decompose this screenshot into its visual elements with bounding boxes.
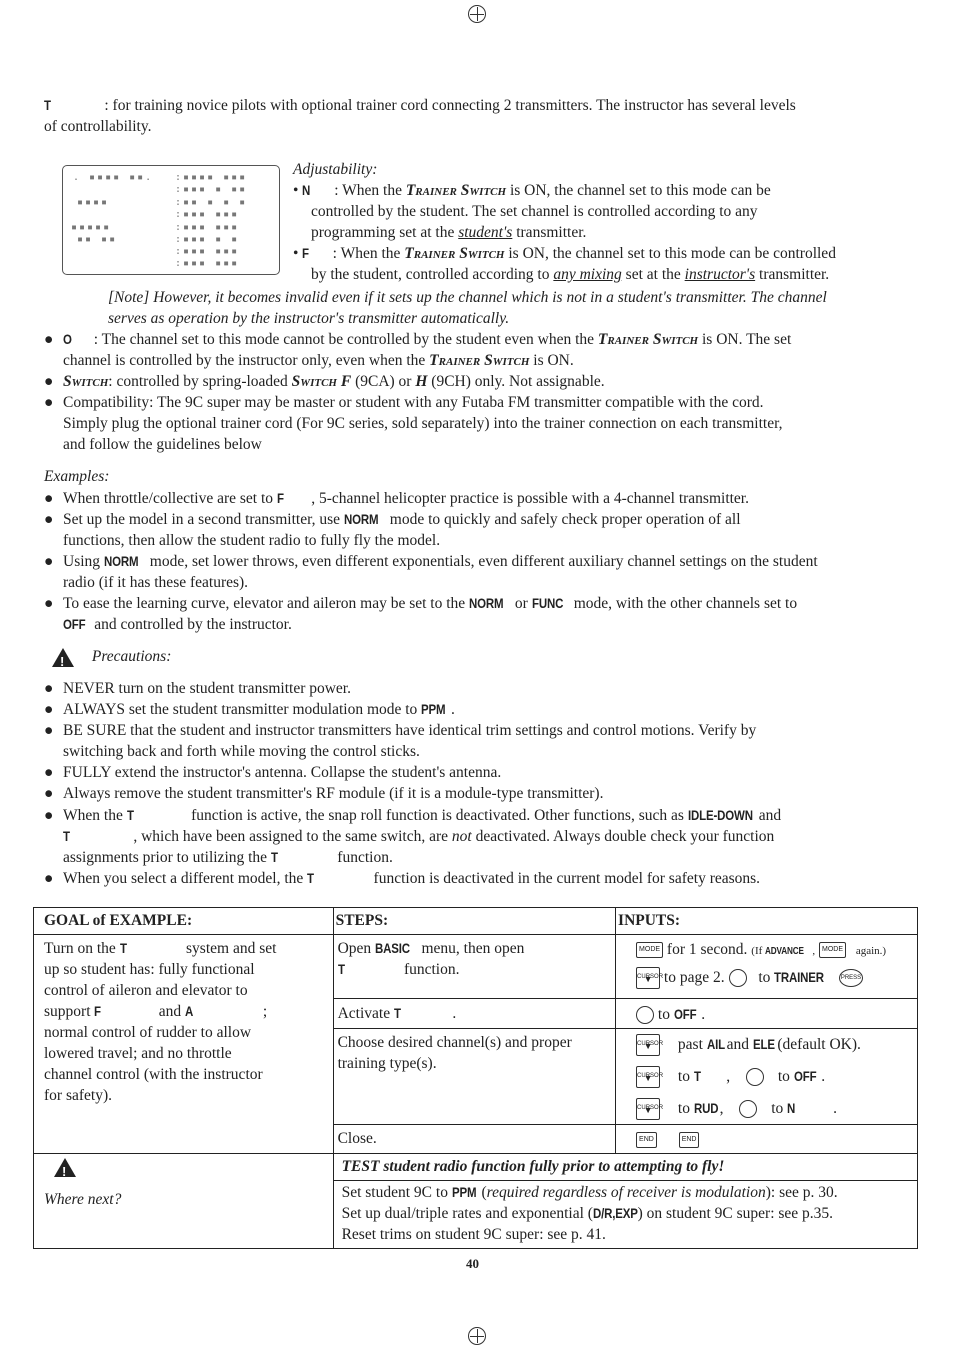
dial-icon[interactable] bbox=[636, 1006, 654, 1024]
cursor-down-key-icon[interactable]: ▼ CURSOR bbox=[636, 967, 660, 989]
example-3: ● Using NORM mode, set lower throws, even different exponentials, even different auxiliary channel settings on the student radio (if it has these features). bbox=[44, 553, 818, 591]
input-open-function: MODE for 1 second. (If ADVANCE , MODE again.) ▼ CURSOR to page 2. to TRAINER PRESS bbox=[616, 935, 918, 999]
where-next-label: Where next? bbox=[34, 1181, 334, 1249]
adjust-note: [Note] However, it becomes invalid even if it sets up the channel which is not in a student's transmitter. The channel serves as operation by the instructor's transmitter automatically. bbox=[108, 289, 827, 327]
step-close: Close. bbox=[333, 1125, 615, 1154]
step-choose-channels: Choose desired channel(s) and proper training type(s). bbox=[333, 1029, 615, 1125]
example-4: ● To ease the learning curve, elevator and aileron may be set to the NORM or FUNC mode, with the other channels set to OFF and controlled by the instructor. bbox=[44, 595, 798, 633]
precaution-7: ● When you select a different model, the T function is deactivated in the current model for safety reasons. bbox=[44, 870, 761, 887]
precautions-header: ! Precautions: bbox=[52, 646, 171, 667]
example-1: ● When throttle/collective are set to F , 5-channel helicopter practice is possible with a 4-channel transmitter. bbox=[44, 490, 749, 507]
example-steps-table bbox=[33, 907, 918, 1249]
examples-title: Examples: bbox=[44, 468, 110, 485]
cursor-down-key-icon[interactable]: ▼ CURSOR bbox=[636, 1066, 660, 1088]
where-next-links: Set student 9C to PPM (required regardless of receiver is modulation): see p. 30. Set up dual/triple rates and exponential (D/R,EXP) on student 9C super: see p.35. Reset trims on student 9C super: see p. 41. bbox=[333, 1181, 917, 1249]
input-choose-channels: ▼ CURSOR past AIL and ELE (default OK). ▼ CURSOR to T , to OFF . ▼ CURSOR to RUD, to N . bbox=[616, 1029, 918, 1125]
test-warning: TEST student radio function fully prior to attempting to fly! bbox=[333, 1154, 917, 1181]
registration-mark-bottom bbox=[468, 1327, 486, 1345]
adjustability-title: Adjustability: bbox=[293, 161, 378, 178]
precaution-4: ● FULLY extend the instructor's antenna. Collapse the student's antenna. bbox=[44, 764, 502, 781]
example-2: ● Set up the model in a second transmitter, use NORM mode to quickly and safely check proper operation of all functions, then allow the student radio to fully fly the model. bbox=[44, 511, 741, 549]
precaution-6: ● When the T function is active, the snap roll function is deactivated. Other functions, such as IDLE-DOWN and T , which have been assigned to the same switch, are not deactivated. Always double check your function assignments prior to utilizing the T function. bbox=[44, 807, 782, 866]
cursor-down-key-icon[interactable]: ▼ CURSOR bbox=[636, 1034, 660, 1056]
end-key-icon[interactable]: END bbox=[679, 1132, 700, 1148]
warning-icon bbox=[52, 648, 74, 667]
input-close bbox=[616, 1125, 918, 1154]
input-activate: to OFF . bbox=[616, 999, 918, 1029]
cursor-down-key-icon[interactable]: ▼ CURSOR bbox=[636, 1098, 660, 1120]
mode-key-icon[interactable]: MODE bbox=[636, 942, 663, 958]
header-steps: STEPS: bbox=[333, 908, 615, 935]
intro-line-2: of controllability. bbox=[44, 118, 152, 135]
header-goal: GOAL of EXAMPLE: bbox=[34, 908, 334, 935]
precaution-3: ● BE SURE that the student and instructor transmitters have identical trim settings and control motions. Verify by switching back and forth while moving the control sticks. bbox=[44, 722, 757, 760]
warning-icon bbox=[54, 1158, 76, 1177]
dial-icon[interactable] bbox=[746, 1068, 764, 1086]
step-activate: Activate T . bbox=[333, 999, 615, 1029]
precaution-1: ● NEVER turn on the student transmitter power. bbox=[44, 680, 351, 697]
step-open-function: Open BASIC menu, then open T function. bbox=[333, 935, 615, 999]
precaution-5: ● Always remove the student transmitter's RF module (if it is a module-type transmitter). bbox=[44, 785, 604, 802]
dial-icon[interactable] bbox=[739, 1100, 757, 1118]
intro-line-1: T : for training novice pilots with optional trainer cord connecting 2 transmitters. The instructor has several levels bbox=[44, 97, 796, 114]
mode-key-icon[interactable]: MODE bbox=[819, 942, 846, 958]
bullet-off: ● O : The channel set to this mode cannot be controlled by the student even when the Trainer Switch is ON. The set channel is controlled by the instructor only, even when the Trainer Switch is ON. bbox=[44, 331, 792, 369]
header-inputs: INPUTS: bbox=[616, 908, 918, 935]
trainer-lcd-screen: . ▪▪▪▪ ▪▪. :▪▪▪▪ ▪▪▪ :▪▪▪ ▪ ▪▪ ▪▪▪▪ :▪▪ ▪ ▪ ▪ :▪▪▪ ▪▪▪ ▪▪▪▪▪ :▪▪▪ ▪▪▪ ▪▪ ▪▪ :▪▪▪ ▪ ▪ :▪▪▪ ▪▪▪ :▪▪▪ ▪▪▪ bbox=[62, 165, 280, 275]
trainer-keyword: T bbox=[44, 97, 51, 113]
bullet-switch: ● Switch: controlled by spring-loaded Switch F (9CA) or H (9CH) only. Not assignable. bbox=[44, 373, 605, 390]
adjust-norm-block: • N : When the Trainer Switch is ON, the channel set to this mode can be controlled by the student. The set channel is controlled according to any programming set at the student's transmitter. • F : When the Trainer Switch is ON, the channel set to this mode can be controlled by the student, controlled according to any mixing set at the instructor's transmitter. bbox=[293, 182, 836, 283]
registration-mark-top bbox=[468, 5, 486, 23]
press-key-icon[interactable]: PRESS bbox=[839, 969, 863, 987]
page-number: 40 bbox=[466, 1256, 479, 1271]
warning-cell bbox=[34, 1154, 334, 1181]
precaution-2: ● ALWAYS set the student transmitter modulation mode to PPM . bbox=[44, 701, 455, 718]
goal-cell: Turn on the T system and set up so student has: fully functional control of aileron and elevator to support F and A ; normal control of rudder to allow lowered travel; and no throttle channel control (with the instructor for safety). bbox=[34, 935, 334, 1154]
end-key-icon[interactable]: END bbox=[636, 1132, 657, 1148]
bullet-compatibility: ● Compatibility: The 9C super may be master or student with any Futaba FM transmitter compatible with the cord. Simply plug the optional trainer cord (For 9C series, sold separately) into the trainer connection on each transmitter, and follow the guidelines below bbox=[44, 394, 783, 453]
dial-icon[interactable] bbox=[729, 969, 747, 987]
